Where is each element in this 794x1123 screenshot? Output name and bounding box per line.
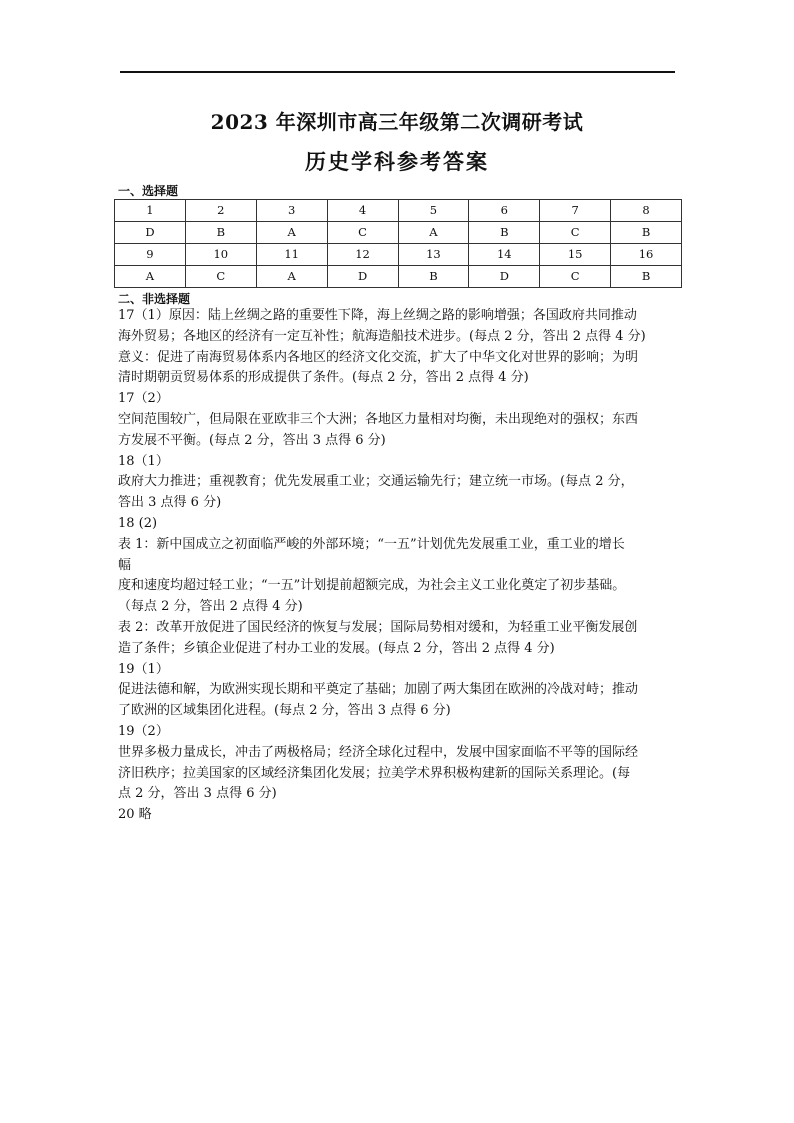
question-number-row: [115, 244, 682, 266]
question-number-cell: 16: [611, 244, 682, 266]
answer-line: 18（1）: [118, 453, 169, 469]
answer-line: 幅: [118, 557, 132, 573]
question-number-cell: 3: [256, 200, 327, 222]
answer-line: 表 2：改革开放促进了国民经济的恢复与发展；国际局势相对缓和，为轻重工业平衡发展创: [118, 619, 638, 635]
question-number-cell: 2: [185, 200, 256, 222]
answer-line: 17（2）: [118, 391, 169, 407]
answer-line: 点 2 分，答出 3 点得 6 分): [118, 786, 277, 802]
answer-line: 清时期朝贡贸易体系的形成提供了条件。(每点 2 分，答出 2 点得 4 分): [118, 370, 529, 386]
question-number-cell: 11: [256, 244, 327, 266]
answer-line: 答出 3 点得 6 分): [118, 495, 222, 511]
document-subtitle: 历史学科参考答案: [305, 149, 489, 174]
answer-cell: B: [185, 222, 256, 244]
answer-cell: D: [115, 222, 186, 244]
question-number-cell: 15: [540, 244, 611, 266]
answer-cell: B: [611, 266, 682, 288]
answer-cell: B: [469, 222, 540, 244]
answer-cell: D: [469, 266, 540, 288]
question-number-cell: 9: [115, 244, 186, 266]
answer-line: 空间范围较广，但局限在亚欧非三个大洲；各地区力量相对均衡，未出现绝对的强权；东西: [118, 411, 639, 427]
answer-line: 19（1）: [118, 661, 169, 677]
answer-cell: D: [327, 266, 398, 288]
answer-cell: C: [540, 266, 611, 288]
answer-line: 18 (2): [118, 515, 158, 531]
answer-line: （每点 2 分，答出 2 点得 4 分): [118, 599, 303, 615]
header-rule: [120, 71, 675, 73]
question-number-cell: 5: [398, 200, 469, 222]
question-number-cell: 10: [185, 244, 256, 266]
answer-cell: C: [327, 222, 398, 244]
question-number-cell: 7: [540, 200, 611, 222]
answer-line: 政府大力推进；重视教育；优先发展重工业；交通运输先行；建立统一市场。(每点 2 分，: [118, 474, 634, 490]
answer-cell: A: [115, 266, 186, 288]
question-number-cell: 4: [327, 200, 398, 222]
answer-cell: B: [611, 222, 682, 244]
answer-cell: C: [185, 266, 256, 288]
answer-line: 表 1：新中国成立之初面临严峻的外部环境；“一五”计划优先发展重工业，重工业的增长: [118, 536, 625, 552]
answer-line: 17（1）原因：陆上丝绸之路的重要性下降，海上丝绸之路的影响增强；各国政府共同推动: [118, 308, 637, 323]
answer-line: 造了条件；乡镇企业促进了村办工业的发展。(每点 2 分，答出 2 点得 4 分): [118, 640, 555, 656]
question-number-cell: 8: [611, 200, 682, 222]
answer-line: 度和速度均超过轻工业；“一五”计划提前超额完成，为社会主义工业化奠定了初步基础。: [118, 578, 626, 594]
answer-line: 济旧秩序；拉美国家的区域经济集团化发展；拉美学术界积极构建新的国际关系理论。(每: [118, 765, 631, 781]
answer-line: 了欧洲的区域集团化进程。(每点 2 分，答出 3 点得 6 分): [118, 703, 451, 719]
answer-line: 20 略: [118, 807, 152, 823]
answer-cell: A: [256, 266, 327, 288]
section-open-questions-heading: 二、非选择题: [118, 292, 191, 306]
open-answers-body: [118, 306, 683, 826]
answer-cell: B: [398, 266, 469, 288]
answer-letter-row: [115, 266, 682, 288]
answer-line: 海外贸易；各地区的经济有一定互补性；航海造船技术进步。(每点 2 分，答出 2 点得 4 分): [118, 328, 646, 344]
document-title: 2023 年深圳市高三年级第二次调研考试: [210, 110, 584, 134]
question-number-cell: 1: [115, 200, 186, 222]
question-number-cell: 6: [469, 200, 540, 222]
answer-line: 世界多极力量成长，冲击了两极格局；经济全球化过程中，发展中国家面临不平等的国际经: [118, 744, 639, 760]
question-number-cell: 12: [327, 244, 398, 266]
answer-cell: A: [398, 222, 469, 244]
answer-table: [114, 199, 682, 288]
question-number-cell: 14: [469, 244, 540, 266]
answer-line: 意义：促进了南海贸易体系内各地区的经济文化交流，扩大了中华文化对世界的影响；为明: [118, 349, 639, 365]
answer-cell: A: [256, 222, 327, 244]
answer-cell: C: [540, 222, 611, 244]
answer-letter-row: [115, 222, 682, 244]
question-number-row: [115, 200, 682, 222]
section-multiple-choice-heading: 一、选择题: [118, 184, 179, 198]
answer-line: 19（2）: [118, 723, 169, 739]
question-number-cell: 13: [398, 244, 469, 266]
answer-line: 促进法德和解，为欧洲实现长期和平奠定了基础；加剧了两大集团在欧洲的冷战对峙；推动: [118, 682, 639, 698]
answer-line: 方发展不平衡。(每点 2 分，答出 3 点得 6 分): [118, 432, 386, 448]
